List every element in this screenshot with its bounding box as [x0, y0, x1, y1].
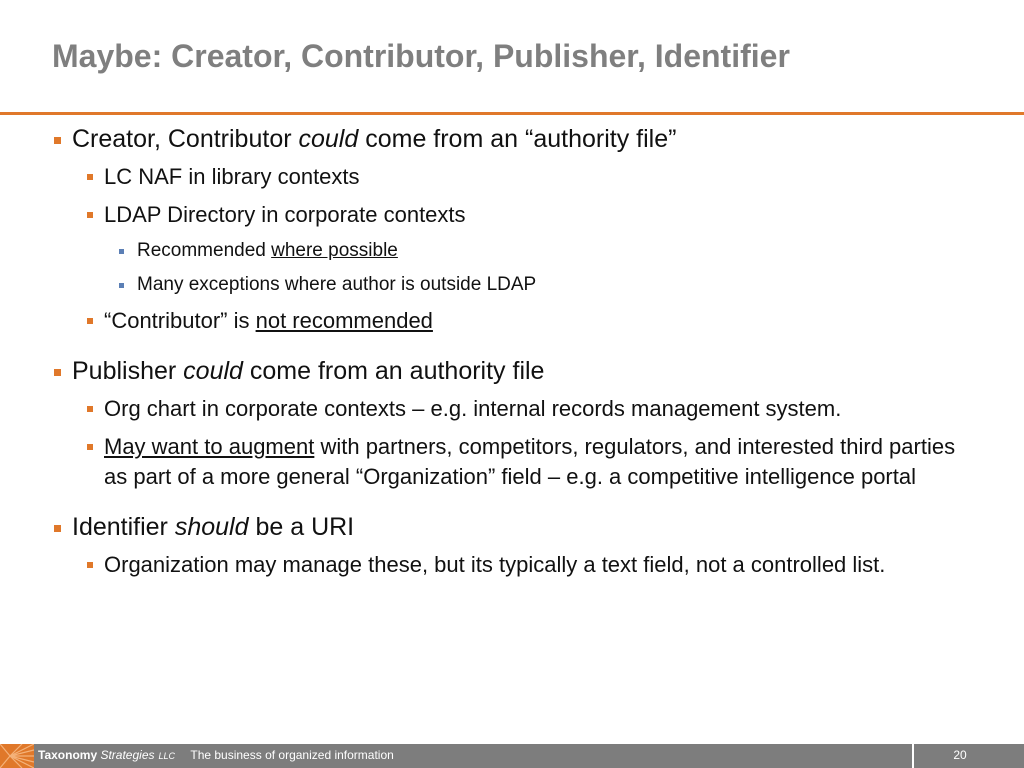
slide-title: Maybe: Creator, Contributor, Publisher, Identifier [52, 38, 790, 74]
square-bullet-icon [87, 318, 93, 324]
bullet-lc-naf: LC NAF in library contexts [0, 162, 1024, 192]
square-bullet-icon [119, 283, 124, 288]
footer-bar [0, 744, 1024, 768]
page-number: 20 [953, 748, 967, 762]
slide-body [0, 124, 1024, 580]
square-bullet-icon [54, 137, 61, 144]
bullet-identifier: Identifier should be a URI [0, 512, 1024, 542]
bullet-ldap-directory: LDAP Directory in corporate contexts [0, 200, 1024, 230]
square-bullet-icon [87, 174, 93, 180]
footer-divider [912, 744, 914, 768]
starburst-logo-icon [0, 744, 34, 768]
bullet-organization-manage: Organization may manage these, but its typically a text field, not a controlled list. [0, 550, 1024, 580]
square-bullet-icon [87, 212, 93, 218]
square-bullet-icon [87, 406, 93, 412]
footer-tagline: The business of organized information [190, 748, 394, 762]
bullet-publisher: Publisher could come from an authority file [0, 356, 1024, 386]
title-divider [0, 112, 1024, 115]
square-bullet-icon [54, 369, 61, 376]
bullet-contributor-not-recommended: “Contributor” is not recommended [0, 306, 1024, 336]
square-bullet-icon [54, 525, 61, 532]
square-bullet-icon [87, 562, 93, 568]
bullet-recommended: Recommended where possible [0, 238, 1024, 264]
square-bullet-icon [119, 249, 124, 254]
bullet-org-chart: Org chart in corporate contexts – e.g. internal records management system. [0, 394, 1024, 424]
footer-brand: Taxonomy Strategies LLC The business of organized information [38, 748, 394, 762]
bullet-augment: May want to augment with partners, competitors, regulators, and interested third parties as part of a more general “Organization” field – e.g. a competitive intelligence portal [0, 432, 1024, 492]
square-bullet-icon [87, 444, 93, 450]
bullet-many-exceptions: Many exceptions where author is outside LDAP [0, 272, 1024, 298]
bullet-creator-contributor: Creator, Contributor could come from an “authority file” [0, 124, 1024, 154]
